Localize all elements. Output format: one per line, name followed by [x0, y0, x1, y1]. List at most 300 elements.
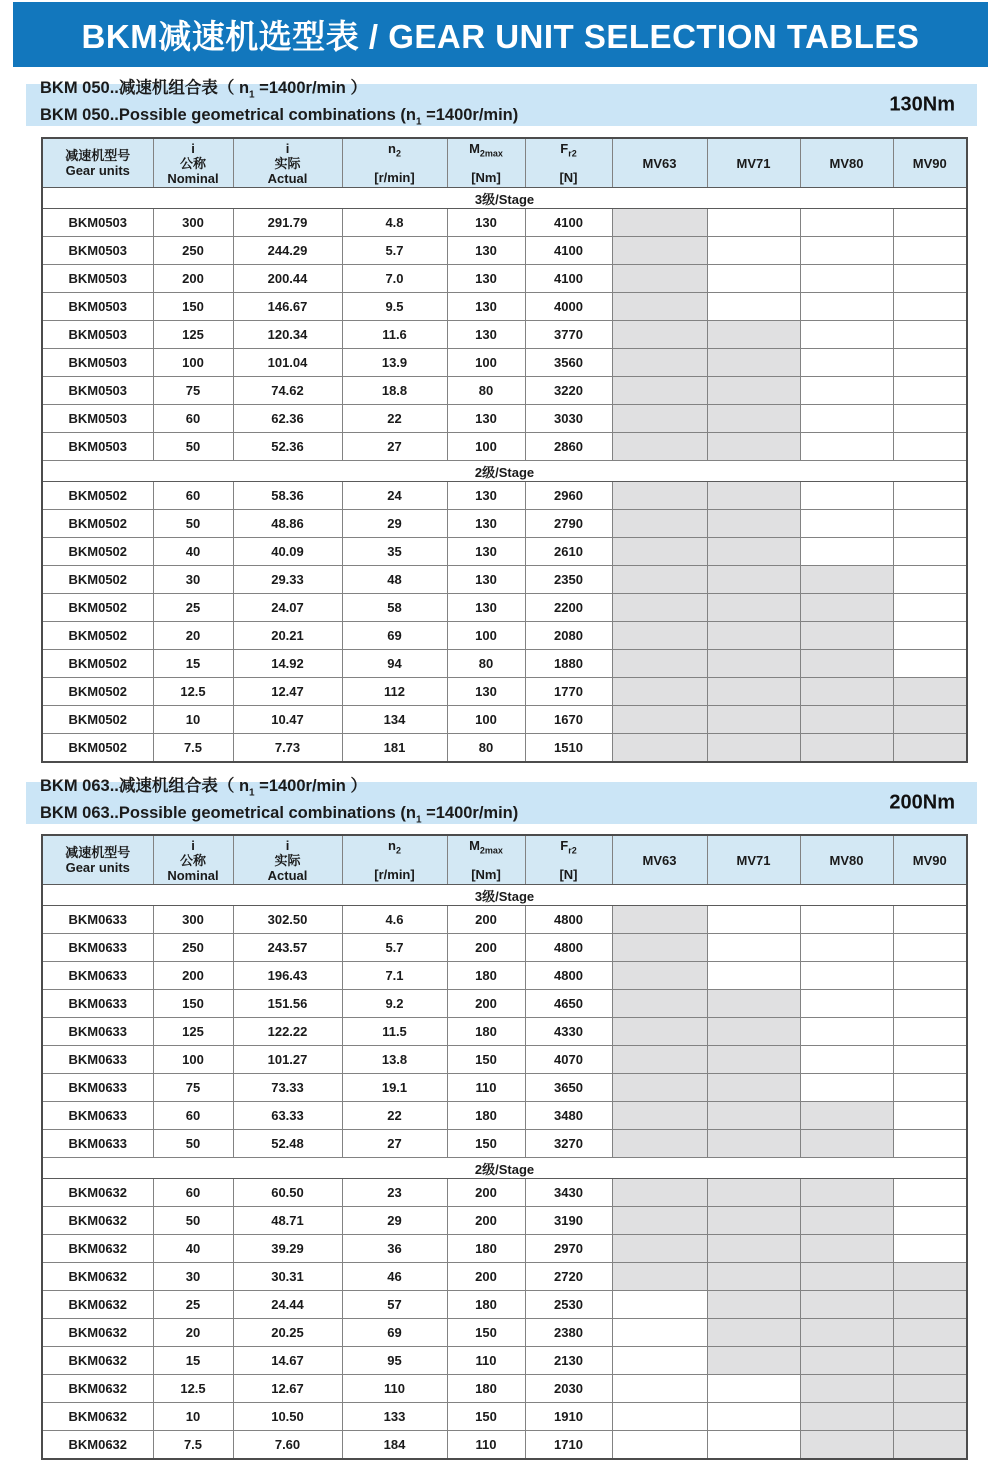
data-cell: 130: [447, 321, 525, 349]
data-cell: 5.7: [342, 934, 447, 962]
mv-available-cell: [707, 1235, 800, 1263]
data-cell: 50: [153, 1207, 233, 1235]
column-header-mv71: MV71: [707, 835, 800, 885]
data-cell: 60: [153, 405, 233, 433]
data-cell: 2860: [525, 433, 612, 461]
data-cell: 130: [447, 293, 525, 321]
data-cell: 20: [153, 622, 233, 650]
mv-available-cell: [893, 1291, 967, 1319]
data-cell: BKM0503: [42, 349, 153, 377]
table-row: [42, 405, 967, 433]
data-cell: 100: [447, 622, 525, 650]
mv-available-cell: [800, 734, 893, 763]
mv-available-cell: [800, 1403, 893, 1431]
data-cell: 48.86: [233, 510, 342, 538]
table-row: [42, 990, 967, 1018]
data-cell: 110: [447, 1347, 525, 1375]
mv-available-cell: [707, 405, 800, 433]
data-cell: 2720: [525, 1263, 612, 1291]
data-cell: 200: [447, 1179, 525, 1207]
data-cell: BKM0633: [42, 906, 153, 934]
mv-empty-cell: [893, 510, 967, 538]
data-cell: 95: [342, 1347, 447, 1375]
data-cell: 57: [342, 1291, 447, 1319]
data-cell: 180: [447, 962, 525, 990]
mv-available-cell: [707, 622, 800, 650]
data-cell: 101.27: [233, 1046, 342, 1074]
data-cell: BKM0503: [42, 209, 153, 237]
mv-empty-cell: [800, 209, 893, 237]
mv-available-cell: [612, 377, 707, 405]
data-cell: BKM0502: [42, 650, 153, 678]
data-cell: 5.7: [342, 237, 447, 265]
data-cell: BKM0632: [42, 1263, 153, 1291]
data-cell: 110: [447, 1074, 525, 1102]
mv-empty-cell: [893, 1102, 967, 1130]
data-cell: 2130: [525, 1347, 612, 1375]
data-cell: 10.50: [233, 1403, 342, 1431]
mv-available-cell: [893, 1431, 967, 1460]
data-cell: 7.1: [342, 962, 447, 990]
table-row: [42, 594, 967, 622]
data-cell: 125: [153, 1018, 233, 1046]
data-cell: BKM0633: [42, 1074, 153, 1102]
data-cell: 24.07: [233, 594, 342, 622]
mv-available-cell: [800, 678, 893, 706]
data-cell: 52.48: [233, 1130, 342, 1158]
mv-empty-cell: [800, 265, 893, 293]
data-cell: BKM0632: [42, 1375, 153, 1403]
data-cell: 48.71: [233, 1207, 342, 1235]
data-cell: 4800: [525, 934, 612, 962]
data-cell: 200: [447, 906, 525, 934]
table-row: [42, 706, 967, 734]
mv-available-cell: [612, 566, 707, 594]
table-row: [42, 321, 967, 349]
data-cell: 19.1: [342, 1074, 447, 1102]
mv-available-cell: [800, 1347, 893, 1375]
data-cell: 3430: [525, 1179, 612, 1207]
data-cell: 200: [447, 1263, 525, 1291]
mv-available-cell: [707, 650, 800, 678]
mv-available-cell: [612, 209, 707, 237]
data-cell: 110: [342, 1375, 447, 1403]
mv-available-cell: [612, 1207, 707, 1235]
mv-empty-cell: [800, 934, 893, 962]
table-row: [42, 1179, 967, 1207]
data-cell: 181: [342, 734, 447, 763]
table-row: [42, 349, 967, 377]
mv-available-cell: [612, 678, 707, 706]
mv-empty-cell: [893, 566, 967, 594]
data-cell: 244.29: [233, 237, 342, 265]
mv-available-cell: [800, 1319, 893, 1347]
mv-empty-cell: [800, 433, 893, 461]
data-cell: 125: [153, 321, 233, 349]
table-row: [42, 934, 967, 962]
mv-available-cell: [707, 1130, 800, 1158]
torque-rating: 130Nm: [889, 93, 955, 116]
mv-available-cell: [612, 538, 707, 566]
mv-empty-cell: [800, 482, 893, 510]
mv-available-cell: [893, 734, 967, 763]
column-header-m2max: $M_{2max}$ [Nm]: [447, 835, 525, 885]
data-cell: 130: [447, 510, 525, 538]
mv-empty-cell: [612, 1319, 707, 1347]
data-cell: 30.31: [233, 1263, 342, 1291]
data-cell: 4800: [525, 962, 612, 990]
data-cell: 25: [153, 1291, 233, 1319]
table-row: [42, 237, 967, 265]
data-cell: 146.67: [233, 293, 342, 321]
column-header-nominal: i 公称 Nominal: [153, 835, 233, 885]
data-cell: 300: [153, 209, 233, 237]
mv-available-cell: [612, 594, 707, 622]
table-row: [42, 482, 967, 510]
data-cell: BKM0503: [42, 293, 153, 321]
data-cell: 80: [447, 377, 525, 405]
data-cell: 40.09: [233, 538, 342, 566]
mv-available-cell: [893, 706, 967, 734]
mv-available-cell: [800, 650, 893, 678]
data-cell: 36: [342, 1235, 447, 1263]
data-cell: BKM0502: [42, 538, 153, 566]
data-cell: BKM0502: [42, 594, 153, 622]
stage-row: [42, 461, 967, 482]
data-cell: 200: [447, 934, 525, 962]
data-cell: 3270: [525, 1130, 612, 1158]
mv-empty-cell: [893, 1046, 967, 1074]
mv-empty-cell: [612, 1375, 707, 1403]
data-cell: BKM0632: [42, 1319, 153, 1347]
data-cell: 2790: [525, 510, 612, 538]
data-cell: 196.43: [233, 962, 342, 990]
mv-empty-cell: [800, 237, 893, 265]
table-row: [42, 538, 967, 566]
table-row: [42, 1018, 967, 1046]
mv-available-cell: [612, 1235, 707, 1263]
data-cell: 120.34: [233, 321, 342, 349]
column-header-mv80: MV80: [800, 138, 893, 188]
mv-empty-cell: [707, 237, 800, 265]
table-row: [42, 377, 967, 405]
mv-available-cell: [707, 1179, 800, 1207]
table-row: [42, 1403, 967, 1431]
stage-label: 3级/Stage: [42, 885, 967, 906]
data-cell: 12.5: [153, 1375, 233, 1403]
data-cell: 11.5: [342, 1018, 447, 1046]
column-header-mv80: MV80: [800, 835, 893, 885]
mv-empty-cell: [800, 962, 893, 990]
data-cell: 2530: [525, 1291, 612, 1319]
data-cell: 12.67: [233, 1375, 342, 1403]
table-row: [42, 1102, 967, 1130]
mv-available-cell: [800, 1263, 893, 1291]
data-cell: 180: [447, 1102, 525, 1130]
data-cell: BKM0502: [42, 706, 153, 734]
mv-available-cell: [800, 1431, 893, 1460]
mv-empty-cell: [800, 906, 893, 934]
table-row: [42, 566, 967, 594]
mv-empty-cell: [612, 1347, 707, 1375]
mv-available-cell: [707, 1347, 800, 1375]
data-cell: 3220: [525, 377, 612, 405]
data-cell: 4000: [525, 293, 612, 321]
data-cell: 184: [342, 1431, 447, 1460]
data-cell: 1880: [525, 650, 612, 678]
page-title: BKM减速机选型表 / GEAR UNIT SELECTION TABLES: [81, 18, 920, 55]
data-cell: 122.22: [233, 1018, 342, 1046]
data-cell: 69: [342, 1319, 447, 1347]
data-cell: 1510: [525, 734, 612, 763]
table-row: [42, 1074, 967, 1102]
data-cell: 300: [153, 906, 233, 934]
mv-empty-cell: [893, 1179, 967, 1207]
data-cell: 63.33: [233, 1102, 342, 1130]
data-cell: BKM0632: [42, 1403, 153, 1431]
data-cell: 35: [342, 538, 447, 566]
mv-empty-cell: [707, 293, 800, 321]
mv-available-cell: [893, 678, 967, 706]
column-header-n2: $n_2$ [r/min]: [342, 138, 447, 188]
data-cell: 2970: [525, 1235, 612, 1263]
column-header-gear-units: 减速机型号 Gear units: [42, 835, 153, 885]
mv-available-cell: [800, 622, 893, 650]
mv-available-cell: [612, 237, 707, 265]
table-row: [42, 1291, 967, 1319]
data-cell: 130: [447, 678, 525, 706]
data-cell: 130: [447, 209, 525, 237]
data-cell: 10: [153, 706, 233, 734]
mv-available-cell: [893, 1375, 967, 1403]
data-cell: 3190: [525, 1207, 612, 1235]
mv-available-cell: [612, 934, 707, 962]
data-cell: 4100: [525, 237, 612, 265]
data-cell: 112: [342, 678, 447, 706]
mv-available-cell: [707, 594, 800, 622]
mv-available-cell: [612, 349, 707, 377]
mv-available-cell: [612, 650, 707, 678]
mv-available-cell: [800, 706, 893, 734]
table-row: [42, 510, 967, 538]
column-header-gear-units: 减速机型号 Gear units: [42, 138, 153, 188]
data-cell: 130: [447, 594, 525, 622]
mv-empty-cell: [893, 265, 967, 293]
mv-empty-cell: [893, 405, 967, 433]
data-cell: 180: [447, 1375, 525, 1403]
data-cell: 12.5: [153, 678, 233, 706]
data-cell: BKM0502: [42, 510, 153, 538]
mv-empty-cell: [893, 906, 967, 934]
data-cell: BKM0502: [42, 482, 153, 510]
mv-empty-cell: [893, 622, 967, 650]
mv-available-cell: [707, 482, 800, 510]
data-cell: 1770: [525, 678, 612, 706]
mv-empty-cell: [707, 1431, 800, 1460]
data-cell: 4.8: [342, 209, 447, 237]
mv-empty-cell: [612, 1403, 707, 1431]
data-cell: 29: [342, 510, 447, 538]
data-cell: 110: [447, 1431, 525, 1460]
mv-empty-cell: [893, 293, 967, 321]
table-row: [42, 622, 967, 650]
data-cell: BKM0632: [42, 1431, 153, 1460]
data-cell: 7.60: [233, 1431, 342, 1460]
data-cell: 101.04: [233, 349, 342, 377]
mv-available-cell: [707, 990, 800, 1018]
mv-empty-cell: [707, 265, 800, 293]
data-cell: 3770: [525, 321, 612, 349]
table-row: [42, 1319, 967, 1347]
data-cell: 4100: [525, 209, 612, 237]
data-cell: 1910: [525, 1403, 612, 1431]
data-cell: BKM0633: [42, 1018, 153, 1046]
mv-available-cell: [707, 1263, 800, 1291]
mv-available-cell: [800, 1130, 893, 1158]
mv-empty-cell: [893, 538, 967, 566]
data-cell: 15: [153, 650, 233, 678]
data-cell: 27: [342, 1130, 447, 1158]
data-cell: 58.36: [233, 482, 342, 510]
data-cell: 12.47: [233, 678, 342, 706]
column-header-m2max: $M_{2max}$ [Nm]: [447, 138, 525, 188]
mv-available-cell: [707, 1046, 800, 1074]
data-cell: 40: [153, 1235, 233, 1263]
data-cell: 200: [447, 1207, 525, 1235]
data-cell: 60: [153, 1179, 233, 1207]
data-cell: 30: [153, 1263, 233, 1291]
mv-available-cell: [707, 377, 800, 405]
data-cell: 25: [153, 594, 233, 622]
mv-empty-cell: [707, 1375, 800, 1403]
data-cell: BKM0633: [42, 934, 153, 962]
column-header-fr2: $F_{r2}$ [N]: [525, 835, 612, 885]
mv-empty-cell: [800, 293, 893, 321]
column-header-actual: i 实际 Actual: [233, 835, 342, 885]
data-cell: 130: [447, 405, 525, 433]
subtitle-bar-bkm050: [26, 78, 977, 128]
mv-available-cell: [707, 1291, 800, 1319]
data-cell: BKM0503: [42, 237, 153, 265]
mv-empty-cell: [612, 1431, 707, 1460]
subtitle-chinese: BKM 050..减速机组合表（ $n_1 =1400r/\min$ ）: [40, 78, 367, 100]
subtitle-english: BKM 050..Possible geometrical combinations $(n_1 =1400r/\min)$: [40, 106, 519, 128]
data-cell: 22: [342, 1102, 447, 1130]
data-cell: 3030: [525, 405, 612, 433]
data-cell: 100: [447, 349, 525, 377]
data-cell: 30: [153, 566, 233, 594]
mv-available-cell: [612, 293, 707, 321]
column-header-mv71: MV71: [707, 138, 800, 188]
data-cell: 10: [153, 1403, 233, 1431]
mv-available-cell: [612, 482, 707, 510]
mv-available-cell: [800, 566, 893, 594]
mv-empty-cell: [707, 906, 800, 934]
mv-empty-cell: [893, 237, 967, 265]
mv-available-cell: [612, 265, 707, 293]
data-cell: 200: [153, 962, 233, 990]
mv-available-cell: [612, 1130, 707, 1158]
mv-available-cell: [707, 1018, 800, 1046]
data-cell: 18.8: [342, 377, 447, 405]
mv-available-cell: [707, 566, 800, 594]
mv-empty-cell: [893, 209, 967, 237]
data-cell: BKM0633: [42, 1046, 153, 1074]
data-cell: 3480: [525, 1102, 612, 1130]
data-cell: BKM0632: [42, 1235, 153, 1263]
mv-available-cell: [612, 906, 707, 934]
mv-available-cell: [800, 1102, 893, 1130]
data-cell: 3560: [525, 349, 612, 377]
mv-available-cell: [612, 510, 707, 538]
mv-empty-cell: [707, 962, 800, 990]
mv-empty-cell: [707, 1403, 800, 1431]
data-cell: 7.5: [153, 1431, 233, 1460]
data-cell: 200.44: [233, 265, 342, 293]
data-cell: 14.92: [233, 650, 342, 678]
data-cell: 150: [153, 990, 233, 1018]
mv-available-cell: [612, 1018, 707, 1046]
mv-available-cell: [707, 1319, 800, 1347]
mv-empty-cell: [893, 1235, 967, 1263]
mv-empty-cell: [893, 594, 967, 622]
mv-available-cell: [612, 990, 707, 1018]
mv-empty-cell: [893, 349, 967, 377]
data-cell: 150: [447, 1046, 525, 1074]
table-row: [42, 962, 967, 990]
data-cell: 60: [153, 482, 233, 510]
data-cell: 250: [153, 934, 233, 962]
mv-available-cell: [707, 706, 800, 734]
mv-available-cell: [893, 1319, 967, 1347]
mv-empty-cell: [707, 209, 800, 237]
mv-available-cell: [612, 1263, 707, 1291]
mv-empty-cell: [893, 321, 967, 349]
stage-label: 2级/Stage: [42, 1158, 967, 1179]
data-cell: 2350: [525, 566, 612, 594]
data-cell: 24: [342, 482, 447, 510]
table-row: [42, 265, 967, 293]
data-cell: BKM0632: [42, 1207, 153, 1235]
table-row: [42, 1347, 967, 1375]
data-cell: BKM0633: [42, 990, 153, 1018]
mv-empty-cell: [893, 650, 967, 678]
data-cell: 7.0: [342, 265, 447, 293]
table-row: [42, 1207, 967, 1235]
column-header-mv90: MV90: [893, 138, 967, 188]
data-cell: 150: [447, 1403, 525, 1431]
mv-empty-cell: [800, 1074, 893, 1102]
data-cell: 11.6: [342, 321, 447, 349]
mv-empty-cell: [800, 405, 893, 433]
data-cell: BKM0503: [42, 405, 153, 433]
stage-row: [42, 885, 967, 906]
mv-available-cell: [893, 1403, 967, 1431]
table-row: [42, 1235, 967, 1263]
data-cell: 4330: [525, 1018, 612, 1046]
data-cell: 130: [447, 566, 525, 594]
mv-available-cell: [800, 1179, 893, 1207]
table-row: [42, 209, 967, 237]
mv-available-cell: [707, 538, 800, 566]
data-cell: 2030: [525, 1375, 612, 1403]
data-cell: 2380: [525, 1319, 612, 1347]
data-cell: 74.62: [233, 377, 342, 405]
table-row: [42, 1375, 967, 1403]
mv-available-cell: [800, 1207, 893, 1235]
data-cell: 4.6: [342, 906, 447, 934]
stage-label: 3级/Stage: [42, 188, 967, 209]
